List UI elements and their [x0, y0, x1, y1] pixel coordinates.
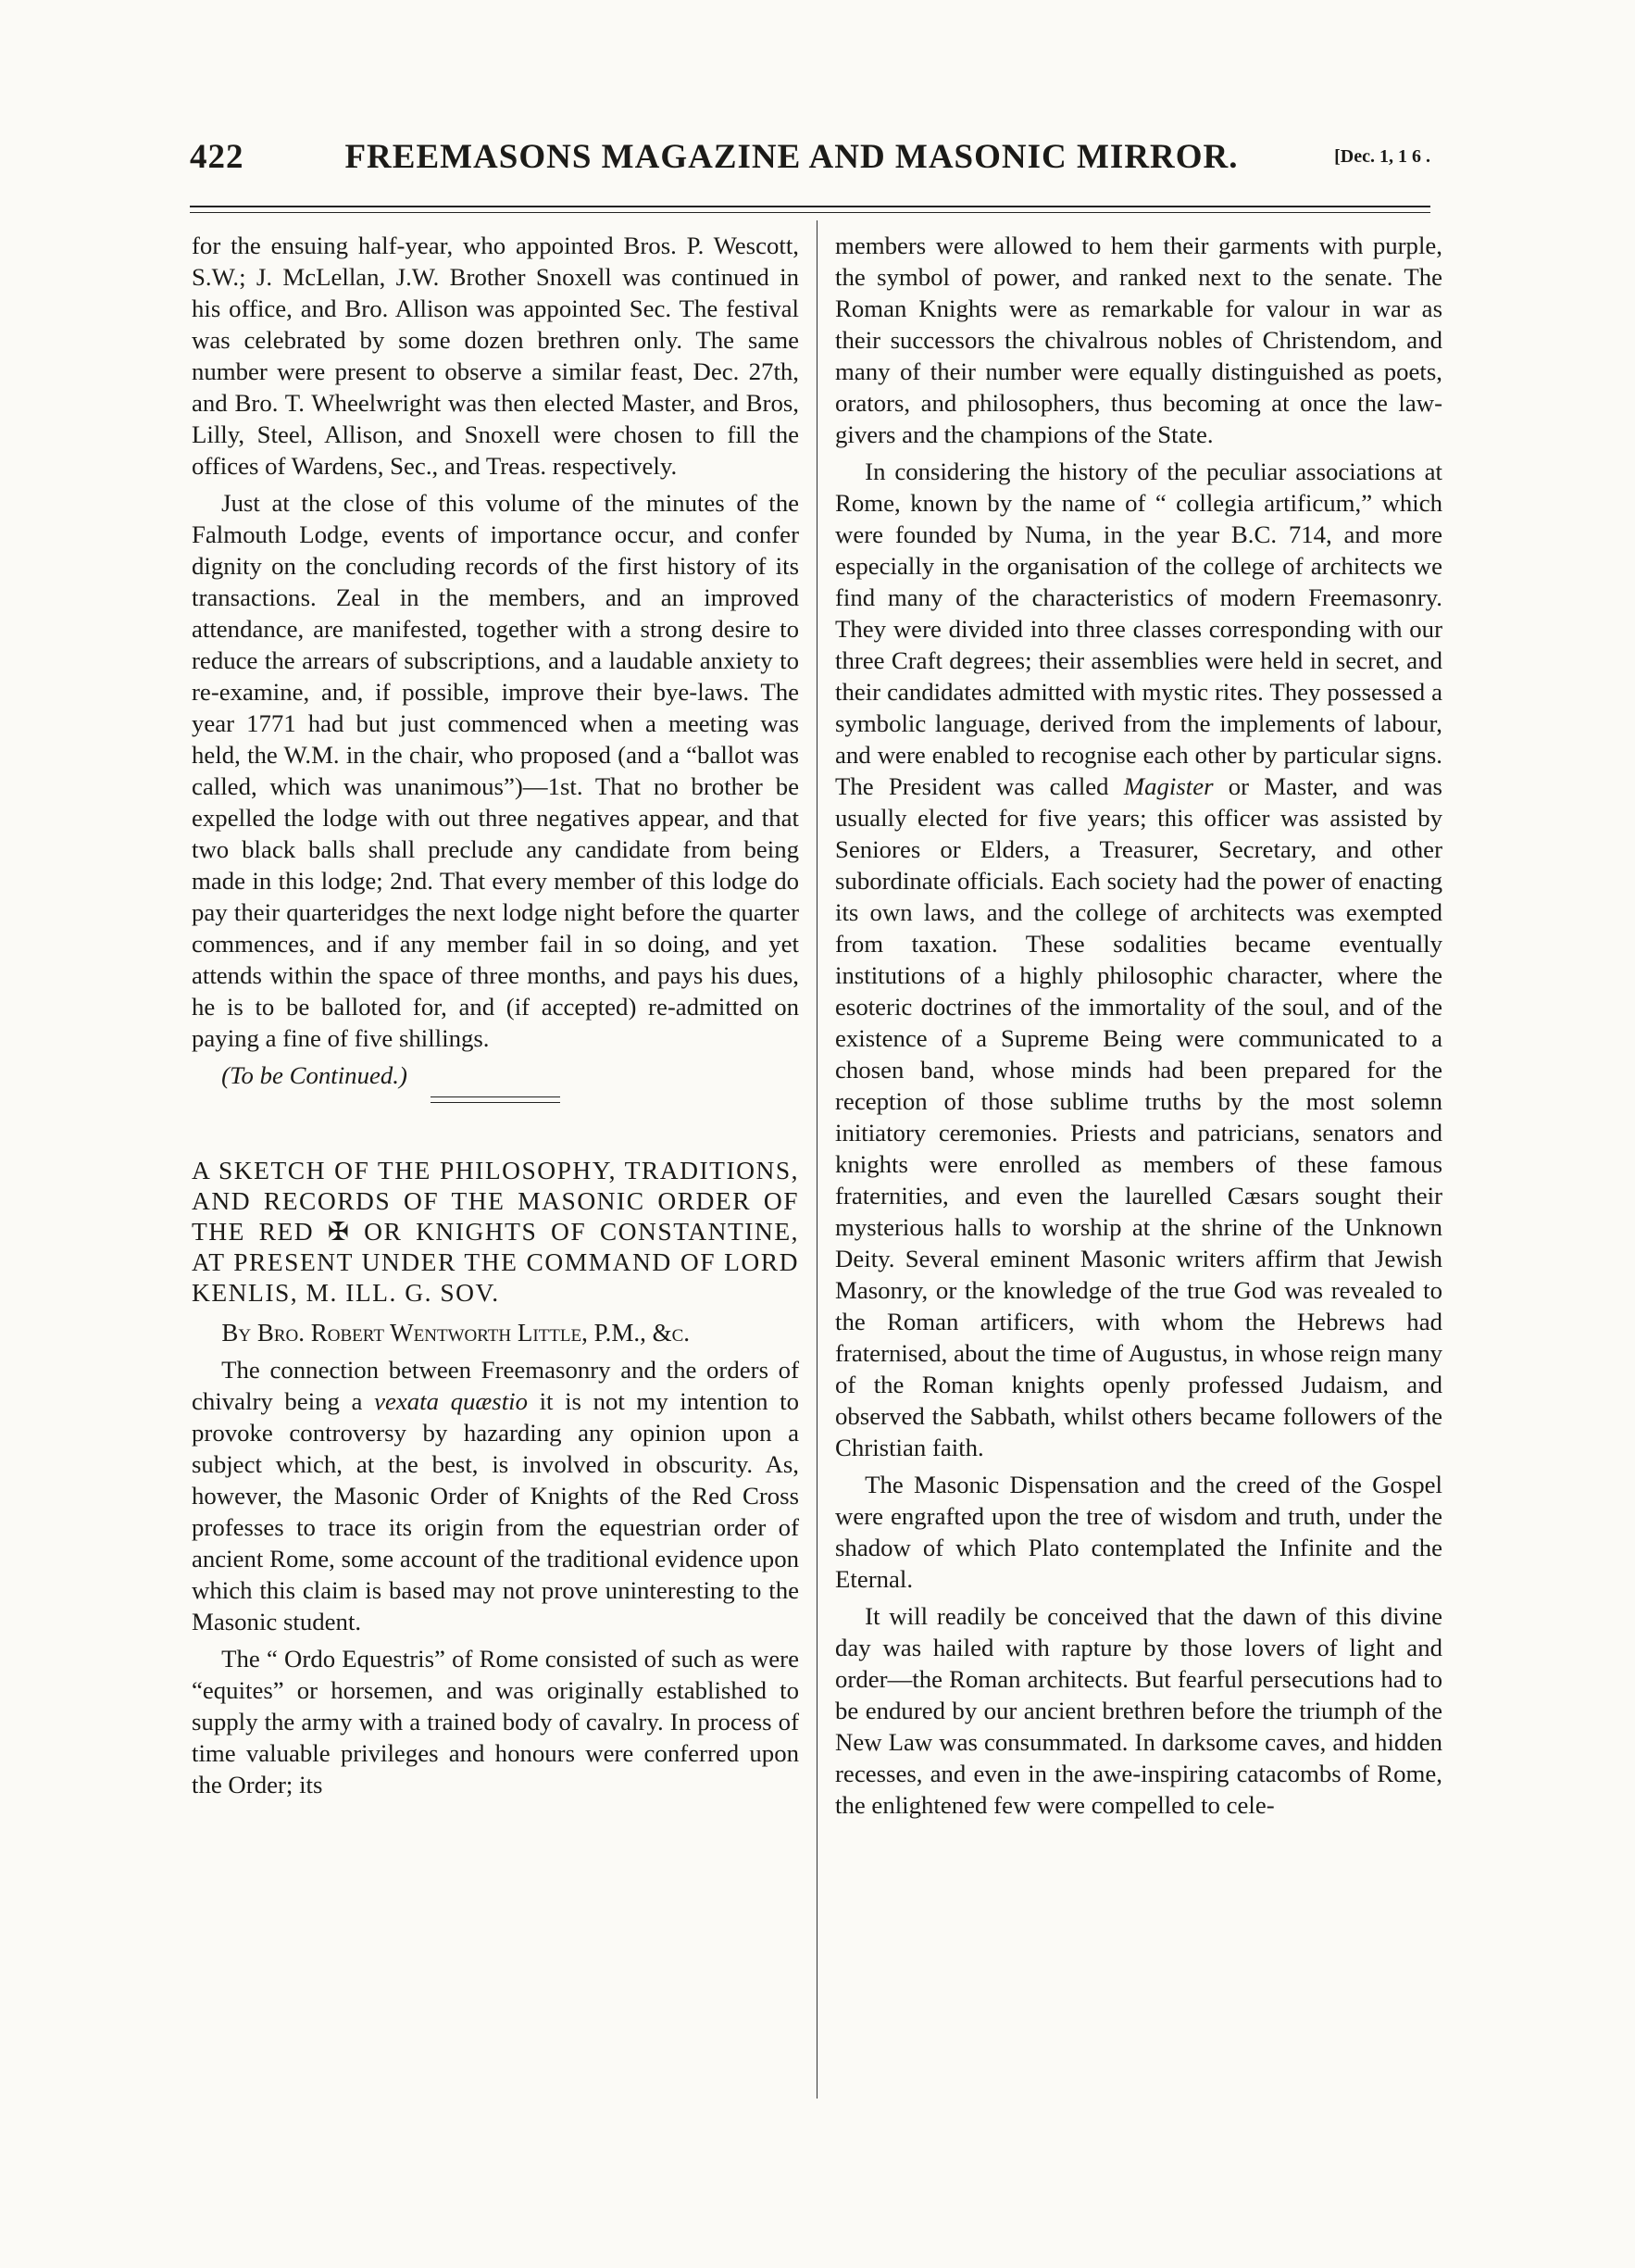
section-separator — [431, 1096, 560, 1103]
right-paragraph-4: It will readily be conceived that the dawn of this divine day was hailed with rapture by those lovers of light and order—the Roman architects. But fearful persecutions had to be endured by our ancient brethren before the triumph of the New Law was consummated. In darksome caves, and hidden recesses, and even in the awe-inspiring catacombs of Rome, the enlightened few were compelled to cele- — [835, 1602, 1442, 1819]
right-paragraph-1: members were allowed to hem their garments with purple, the symbol of power, and ranked next to the senate. The Roman Knights were as remarkable for valour in war as their successors the chivalrous nobles of Christendom, and many of their number were equally distinguished as poets, orators, and philosophers, thus becoming at once the law-givers and the champions of the State. — [835, 232, 1442, 448]
issue-date: [Dec. 1, 1 6 . — [1334, 146, 1430, 167]
left-paragraph-3: The connection between Freemasonry and the orders of chivalry being a vexata quæstio it is not my intention to provoke controversy by hazarding any opinion upon a subject which, at the best, is involved in obscurity. As, however, the Masonic Order of Knights of the Red Cross professes to trace its origin from the equestrian order of ancient Rome, some account of the traditional evidence upon which this claim is based may not prove uninteresting to the Masonic student. — [192, 1356, 799, 1635]
left-paragraph-2: Just at the close of this volume of the minutes of the Falmouth Lodge, events of importance occur, and confer dignity on the concluding records of the first history of its transactions. Zeal in the members, and an improved attendance, are manifested, together with a strong desire to reduce the arrears of subscriptions, and a laudable anxiety to re-examine, and, if possible, improve their bye-laws. The year 1771 had but just commenced when a meeting was held, the W.M. in the chair, who proposed (and a “ballot was called, which was unanimous”)—1st. That no brother be expelled the lodge with out three negatives appear, and that two black balls shall preclude any candidate from being made in this lodge; 2nd. That every member of this lodge do pay their quarteridges the next lodge night before the quarter commences, and if any member fail in so doing, and yet attends within the space of three months, and pays his dues, he is to be balloted for, and (if accepted) re-admitted on paying a fine of five shillings. — [192, 489, 799, 1052]
byline: By Bro. Robert Wentworth Little, P.M., &c. — [221, 1319, 691, 1347]
right-paragraph-2: In considering the history of the peculiar associations at Rome, known by the name of “ collegia artificum,” which were founded by Numa, in the year B.C. 714, and more especially in the organisation of the college of architects we find many of the characteristics of modern Freemasonry. They were divided into three classes corresponding with our three Craft degrees; their assemblies were held in secret, and their candidates admitted with mystic rites. They possessed a symbolic language, derived from the implements of labour, and were enabled to recognise each other by particular signs. The President was called Magister or Master, and was usually elected for five years; this officer was assisted by Seniores or Elders, a Treasurer, Secretary, and other subordinate officials. Each society had the power of enacting its own laws, and the college of architects was exempted from taxation. These sodalities became eventually institutions of a highly philosophic character, where the esoteric doctrines of the immortality of the soul, and of the existence of a Supreme Being were communicated to a chosen band, whose minds had been prepared for the reception of those sublime truths by the most solemn initiatory ceremonies. Priests and patricians, senators and knights were enrolled as members of these famous fraternities, and even the laurelled Cæsars sought their mysterious halls to worship at the shrine of the Unknown Deity. Several eminent Masonic writers affirm that Jewish Masonry, or the knowledge of the true God was revealed to the Roman artificers, with whom the Hebrews had fraternised, about the time of Augustus, in whose reign many of the Roman knights openly professed Judaism, and observed the Sabbath, whilst others became followers of the Christian faith. — [835, 457, 1442, 1461]
header-rule-thick — [190, 206, 1430, 207]
column-divider — [817, 220, 818, 2099]
article-title: A SKETCH OF THE PHILOSOPHY, TRADITIONS, AND RECORDS OF THE MASONIC ORDER OF THE RED ✠ OR KNIGHTS OF CONSTANTINE, AT PRESENT UNDER THE COMMAND OF LORD KENLIS, M. ILL. G. SOV. — [192, 1156, 799, 1307]
running-title: FREEMASONS MAGAZINE AND MASONIC MIRROR. — [344, 138, 1239, 176]
left-paragraph-1: for the ensuing half-year, who appointed Bros. P. Wescott, S.W.; J. McLellan, J.W. Brother Snoxell was continued in his office, and Bro. Allison was appointed Sec. The festival was celebrated by some dozen brethren only. The same number were present to observe a similar feast, Dec. 27th, and Bro. T. Wheelwright was then elected Master, and Bros, Lilly, Steel, Allison, and Snoxell were chosen to fill the offices of Wardens, Sec., and Treas. respectively. — [192, 232, 799, 480]
right-paragraph-3: The Masonic Dispensation and the creed of the Gospel were engrafted upon the tree of wisdom and truth, under the shadow of which Plato contemplated the Infinite and the Eternal. — [835, 1471, 1442, 1593]
page-number: 422 — [190, 138, 244, 176]
left-column — [192, 230, 799, 1806]
right-column — [835, 230, 1442, 1826]
header-rule-thin — [190, 212, 1430, 213]
left-paragraph-4: The “ Ordo Equestris” of Rome consisted of such as were “equites” or horsemen, and was originally established to supply the army with a trained body of cavalry. In process of time valuable privileges and honours were conferred upon the Order; its — [192, 1645, 799, 1798]
page-header — [190, 137, 1430, 193]
to-be-continued: (To be Continued.) — [221, 1061, 407, 1089]
